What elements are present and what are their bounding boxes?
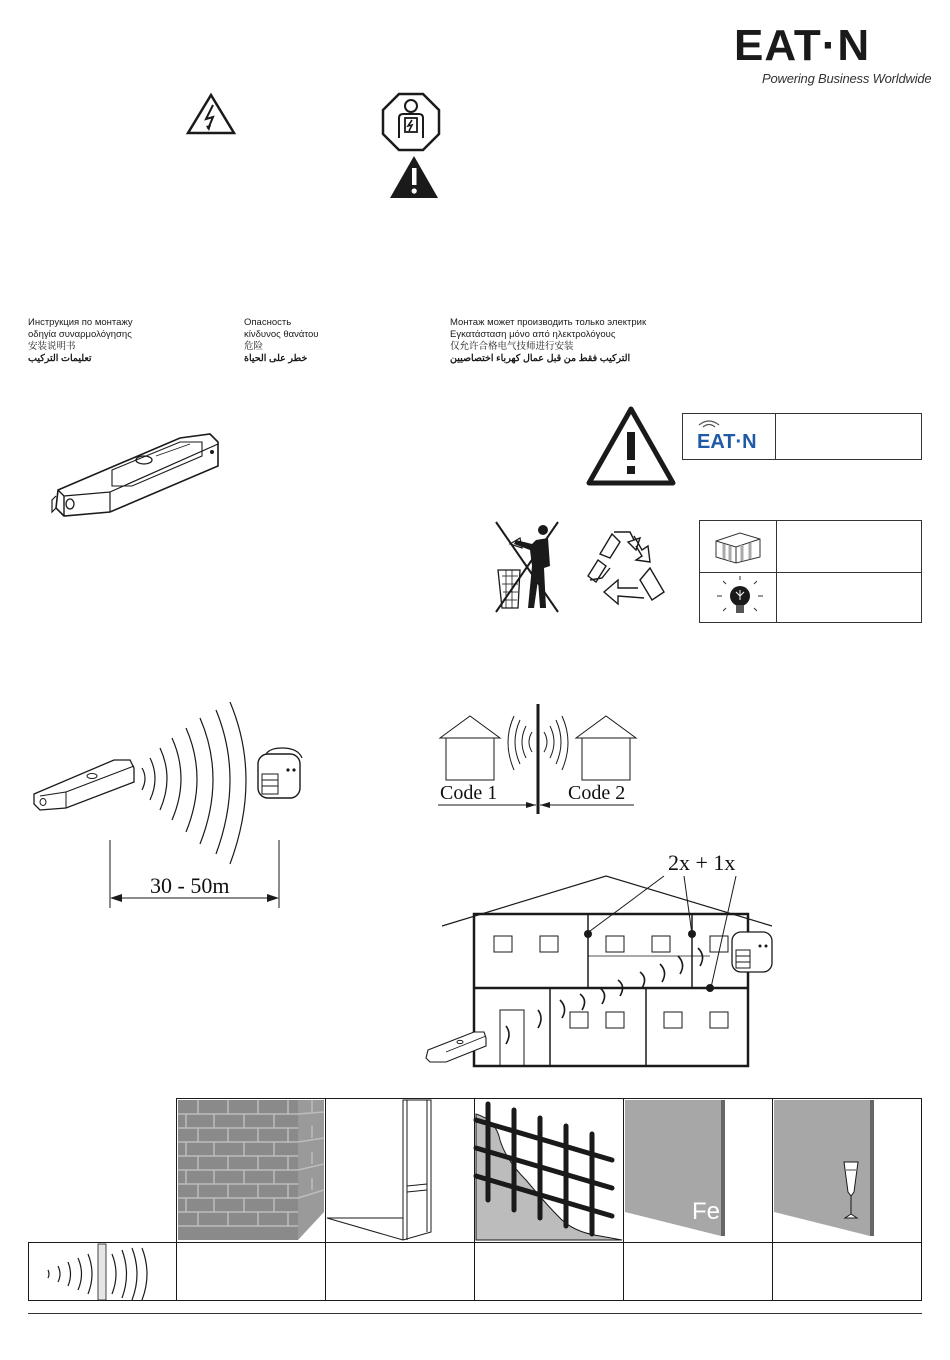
brick-wall-icon	[178, 1100, 324, 1240]
warning-exclamation-icon	[388, 154, 440, 200]
lang-line: 仅允许合格电气技师进行安装	[450, 341, 574, 352]
lang-line: 危险	[244, 341, 264, 352]
glass-panel-icon	[774, 1100, 920, 1240]
lang-line: Опасность	[244, 317, 292, 328]
eaton-logo-text: EAT·N	[734, 21, 871, 70]
building-range-diagram	[420, 850, 780, 1075]
drywall-panel-icon	[327, 1100, 473, 1240]
contents-table	[699, 520, 922, 623]
repeater-count-label: 2x + 1x	[668, 850, 736, 875]
eaton-wireless-brand-box	[682, 413, 922, 460]
lang-line: κίνδυνος θανάτου	[244, 329, 319, 340]
eaton-logo	[732, 21, 932, 92]
lang-line: οδηγία συναρμολόγησης	[28, 329, 132, 340]
reinforced-concrete-icon	[476, 1100, 622, 1240]
lang-line: Монтаж может производить только электрик	[450, 317, 647, 328]
brand-logo-cell	[683, 414, 776, 459]
recycle-icon	[584, 528, 668, 606]
range-label: 30 - 50m	[150, 873, 230, 898]
lang-line: تعليمات التركيب	[28, 353, 92, 364]
high-voltage-warning-icon	[186, 93, 236, 135]
language-block-danger	[244, 317, 318, 365]
light-bulb-icon	[714, 576, 766, 622]
package-icon	[712, 529, 764, 565]
materials-table	[28, 1098, 922, 1301]
metal-label: Fe	[692, 1198, 721, 1225]
code-1-label: Code 1	[440, 782, 498, 804]
lang-line: التركيب فقط من قبل عمال كهرباء اختصاصيين	[450, 353, 631, 364]
language-block-instructions	[28, 317, 133, 365]
no-household-waste-icon	[492, 520, 562, 615]
footer-rule	[28, 1313, 922, 1314]
eaton-logo-text: EAT·N	[697, 431, 757, 453]
remote-control-illustration	[50, 430, 225, 522]
eaton-tagline: Powering Business Worldwide	[762, 71, 932, 86]
lang-line: Εγκατάσταση μόνο από ηλεκτρολόγους	[450, 329, 616, 340]
code-2-label: Code 2	[568, 782, 626, 804]
wireless-icon	[697, 417, 721, 429]
lang-line: خطر على الحياة	[244, 353, 308, 364]
lang-line: Инструкция по монтажу	[28, 317, 133, 328]
warning-exclamation-icon	[586, 406, 676, 486]
qualified-electrician-icon	[381, 92, 441, 152]
signal-through-wall-icon	[38, 1244, 168, 1300]
language-block-electrician	[450, 317, 646, 365]
lang-line: 安装说明书	[28, 341, 76, 352]
